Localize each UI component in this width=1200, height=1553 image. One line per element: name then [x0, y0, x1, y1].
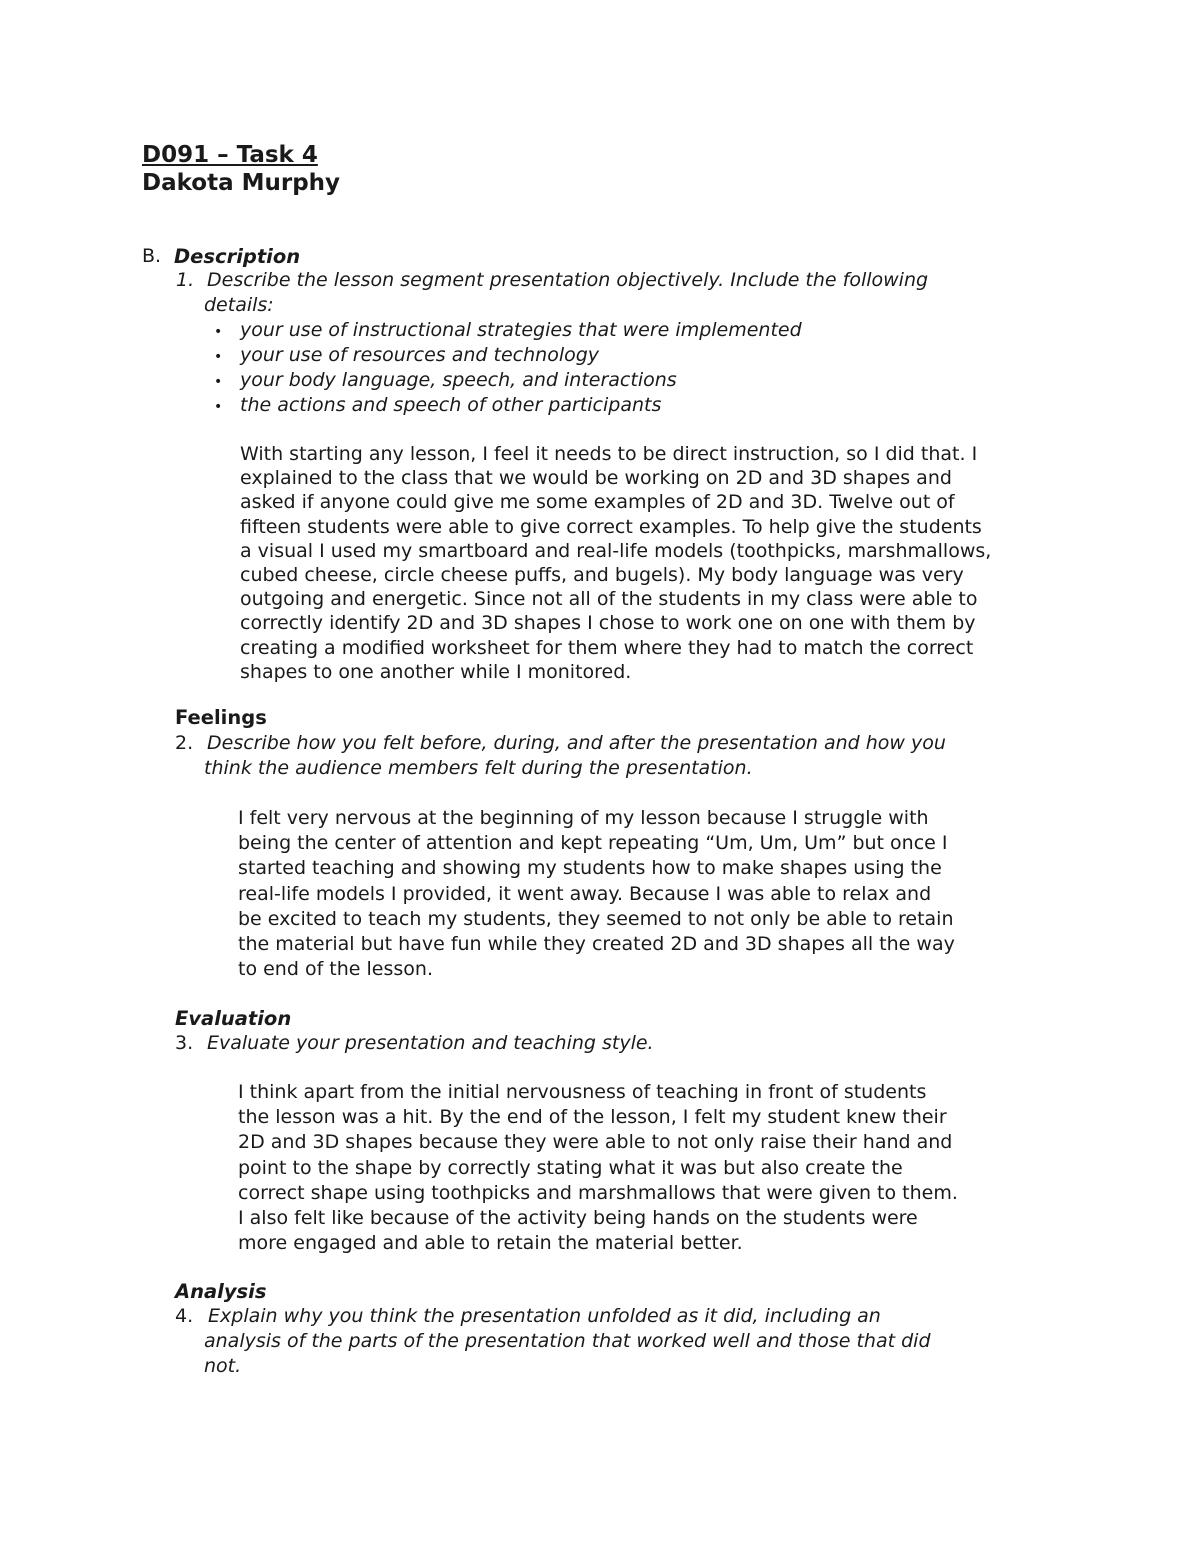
answer-paragraph-evaluation: [238, 1080, 958, 1256]
bullet-icon: •: [214, 324, 223, 340]
answer-line: With starting any lesson, I feel it needs to be direct instruction, so I did that. I: [240, 443, 978, 465]
answer-line: asked if anyone could give me some examples of 2D and 3D. Twelve out of: [240, 491, 955, 514]
section-heading-description: Description: [174, 245, 301, 268]
question-text: Evaluate your presentation and teaching style.: [207, 1032, 654, 1054]
question-number: 2.: [175, 732, 194, 754]
answer-line: being the center of attention and kept repeating “Um, Um, Um” but once I: [238, 832, 948, 855]
answer-line: 2D and 3D shapes because they were able to not only raise their hand and: [238, 1131, 953, 1154]
question-text: Describe the lesson segment presentation objectively. Include the following: [207, 269, 929, 291]
question-text: analysis of the parts of the presentation that worked well and those that did: [204, 1330, 931, 1352]
bullet-icon: •: [214, 374, 223, 390]
answer-paragraph-feelings: [238, 806, 955, 982]
question-text: think the audience members felt during the presentation.: [204, 757, 753, 779]
answer-line: more engaged and able to retain the material better.: [238, 1232, 743, 1255]
question-text: details:: [204, 294, 274, 316]
answer-line: be excited to teach my students, they seemed to not only be able to retain: [238, 907, 954, 930]
bullet-item: your use of instructional strategies that were implemented: [240, 319, 802, 341]
answer-line: creating a modified worksheet for them where they had to match the correct: [240, 636, 974, 659]
question-text: Explain why you think the presentation unfolded as it did, including an: [202, 1305, 881, 1327]
bullet-icon: •: [214, 399, 223, 415]
section-heading-evaluation: Evaluation: [175, 1007, 292, 1030]
answer-line: started teaching and showing my students how to make shapes using the: [238, 857, 942, 880]
answer-line: I also felt like because of the activity being hands on the students were: [238, 1207, 918, 1230]
question-text: Describe how you felt before, during, and after the presentation and how you: [207, 732, 946, 754]
answer-line: I think apart from the initial nervousness of teaching in front of students: [238, 1081, 927, 1103]
answer-line: real-life models I provided, it went away. Because I was able to relax and: [238, 882, 932, 905]
section-heading-feelings: Feelings: [175, 706, 267, 729]
answer-line: fifteen students were able to give correct examples. To help give the students: [240, 515, 982, 538]
answer-line: outgoing and energetic. Since not all of the students in my class were able to: [240, 588, 978, 611]
question-number: 1.: [176, 269, 195, 291]
answer-line: a visual I used my smartboard and real-life models (toothpicks, marshmallows,: [240, 539, 992, 562]
answer-line: the material but have fun while they created 2D and 3D shapes all the way: [238, 933, 955, 956]
answer-line: to end of the lesson.: [238, 958, 433, 981]
answer-line: correctly identify 2D and 3D shapes I chose to work one on one with them by: [240, 612, 976, 635]
section-marker: B.: [142, 245, 162, 267]
question-text: not.: [204, 1355, 242, 1377]
question-number: 4.: [175, 1305, 194, 1327]
answer-line: I felt very nervous at the beginning of my lesson because I struggle with: [238, 807, 929, 829]
answer-line: point to the shape by correctly stating what it was but also create the: [238, 1156, 903, 1179]
answer-line: shapes to one another while I monitored.: [240, 660, 632, 683]
document-course-title: D091 – Task 4: [142, 142, 318, 168]
bullet-item: your use of resources and technology: [240, 344, 600, 366]
answer-line: explained to the class that we would be working on 2D and 3D shapes and: [240, 467, 952, 490]
section-heading-analysis: Analysis: [175, 1280, 267, 1303]
answer-line: cubed cheese, circle cheese puffs, and bugels). My body language was very: [240, 564, 964, 587]
answer-paragraph-description: [240, 442, 991, 684]
bullet-item: your body language, speech, and interactions: [240, 369, 677, 391]
bullet-icon: •: [214, 349, 223, 365]
answer-line: correct shape using toothpicks and marshmallows that were given to them.: [238, 1181, 958, 1204]
bullet-item: the actions and speech of other participants: [240, 394, 662, 416]
answer-line: the lesson was a hit. By the end of the lesson, I felt my student knew their: [238, 1106, 947, 1129]
question-number: 3.: [175, 1032, 194, 1054]
document-author: Dakota Murphy: [142, 170, 341, 196]
